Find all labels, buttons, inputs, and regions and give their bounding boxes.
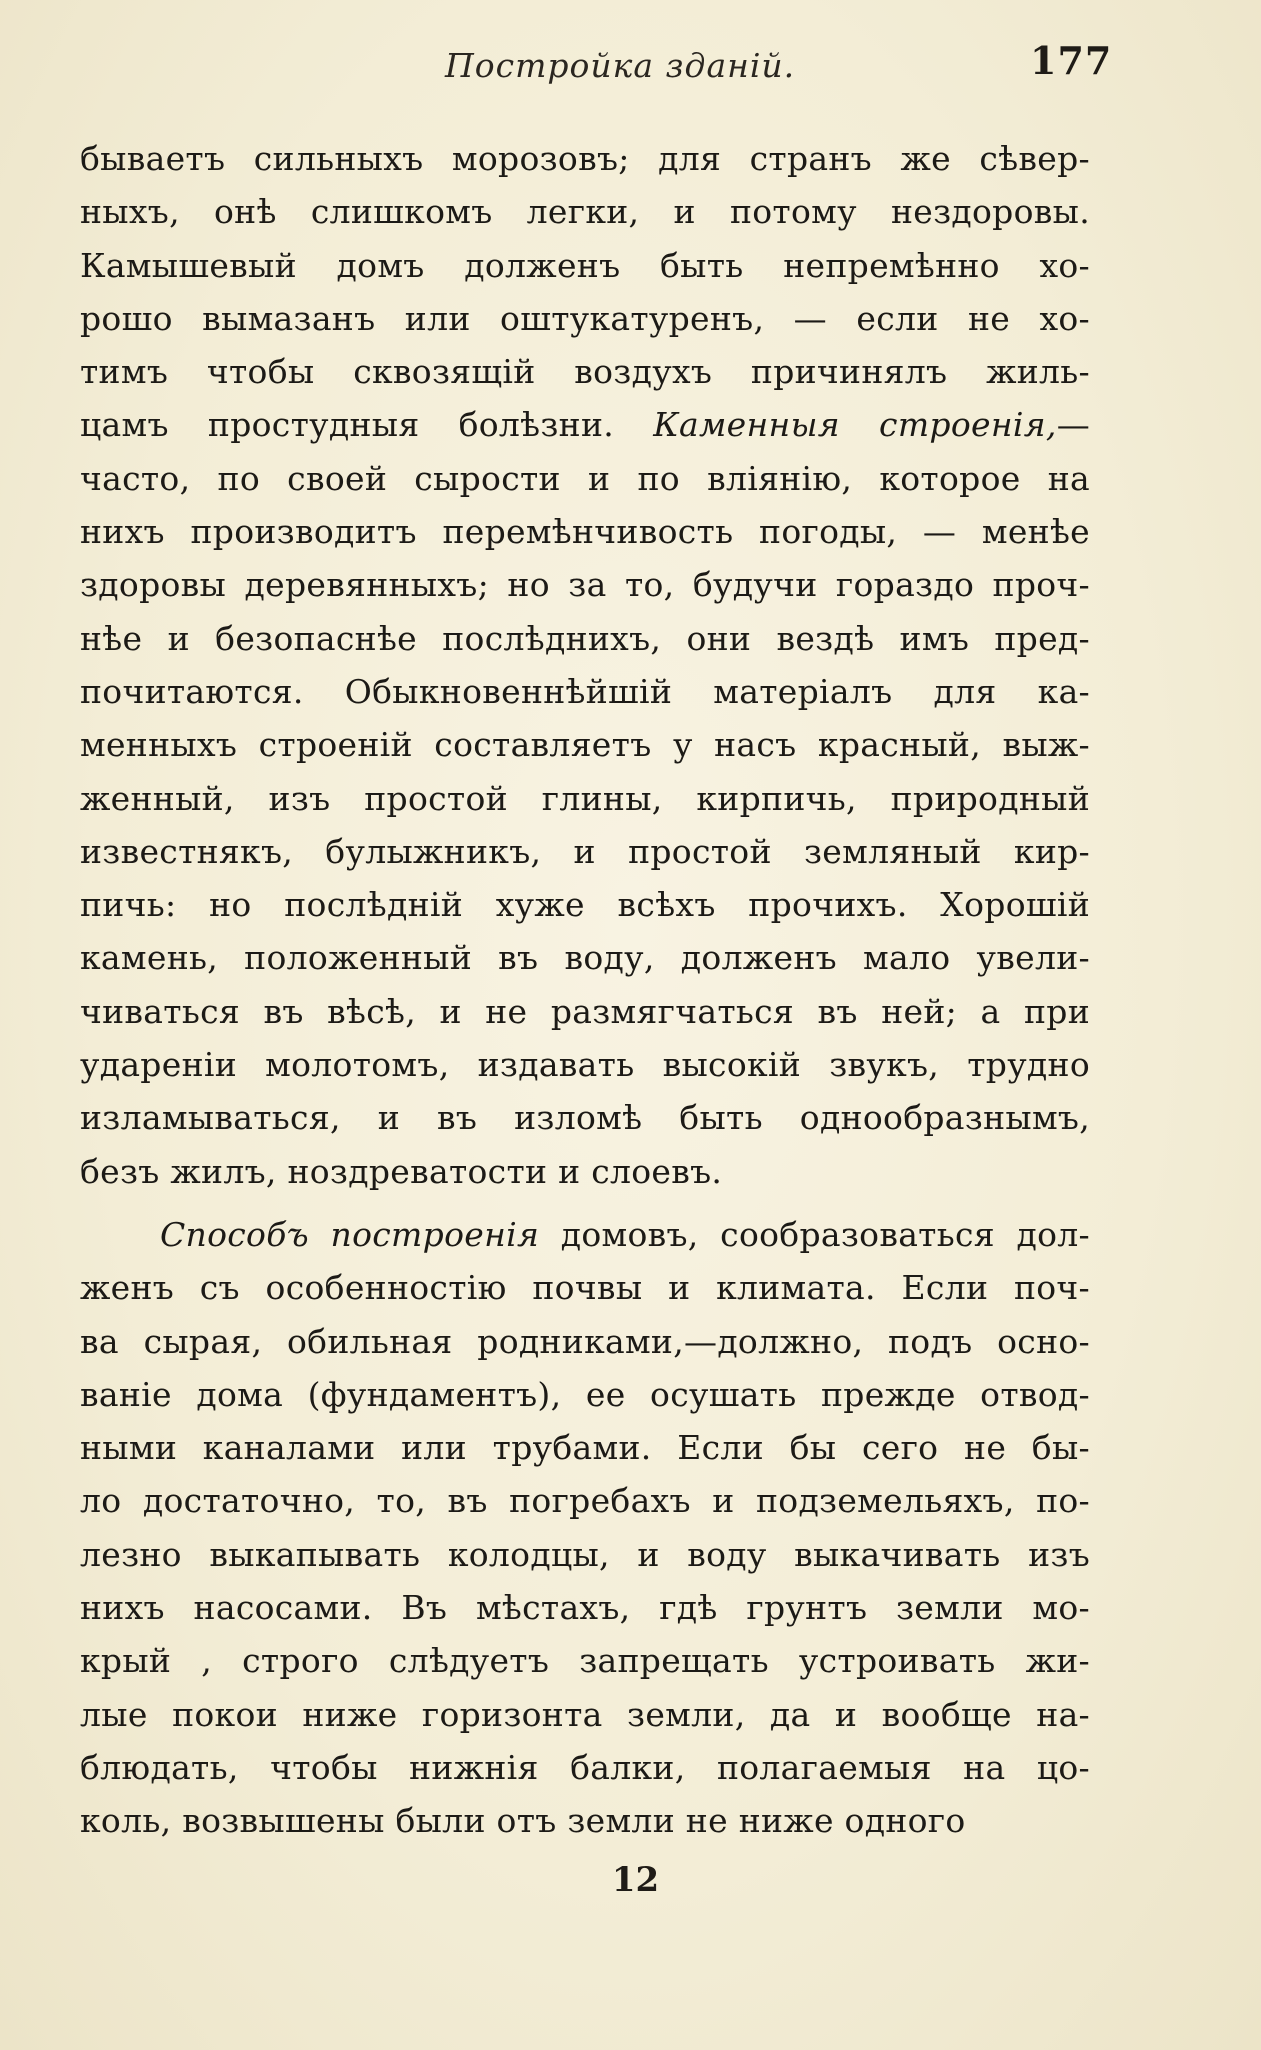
text-line [80,1634,1090,1687]
text-line [80,345,1090,398]
text-line [80,1741,1090,1794]
text-run: ло достаточно, то, въ погребахъ и подземельяхъ, по- [80,1481,1090,1521]
text-line [80,1091,1090,1144]
text-line [80,1528,1090,1581]
text-run: часто, по своей сырости и по вліянію, которое на [80,458,1090,498]
running-head [0,38,1261,98]
text-line [80,398,1090,451]
text-run: крый , строго слѣдуетъ запрещать устроивать жи- [80,1641,1090,1681]
text-line [80,772,1090,825]
text-run: лые покои ниже горизонта земли, да и вообще на- [80,1694,1090,1734]
text-line [80,1794,1090,1847]
text-run: пичь: но послѣдній хуже всѣхъ прочихъ. Хорошій [80,885,1090,925]
text-line [80,1474,1090,1527]
text-run: — [1056,405,1090,445]
text-run: ваніе дома (фундаментъ), ее осушать прежде отвод- [80,1374,1090,1414]
text-line [80,718,1090,771]
text-run: домовъ, сообразоваться дол- [539,1214,1090,1254]
text-run: цамъ простудныя болѣзни. [80,405,654,445]
paragraph [80,132,1090,1198]
text-line [80,878,1090,931]
text-line [80,558,1090,611]
text-line [80,1261,1090,1314]
printer-signature-mark: 12 [611,1860,660,1900]
text-run: бываетъ сильныхъ морозовъ; для странъ же сѣвер- [80,139,1090,178]
text-line [80,1581,1090,1634]
body-text [80,132,1090,1848]
text-line [80,1421,1090,1474]
text-line [80,1315,1090,1368]
text-line [80,1145,1090,1198]
text-run: здоровы деревянныхъ; но за то, будучи гораздо проч- [80,565,1090,605]
text-run: женъ съ особенностію почвы и климата. Если поч- [80,1268,1090,1308]
text-run: женный, изъ простой глины, кирпичь, природный [80,778,1090,818]
italic-term: Каменныя строенія, [653,405,1057,445]
text-run: удареніи молотомъ, издавать высокій звукъ, трудно [80,1045,1090,1085]
text-run: чиваться въ вѣсѣ, и не размягчаться въ ней; а при [80,991,1090,1031]
text-line [80,239,1090,292]
page-number: 177 [1030,38,1113,83]
text-run: известнякъ, булыжникъ, и простой земляный кир- [80,831,1090,871]
text-line [80,185,1090,238]
text-run: лезно выкапывать колодцы, и воду выкачивать изъ [80,1534,1090,1574]
text-run: камень, положенный въ воду, долженъ мало увели- [80,938,1090,978]
italic-term: Способъ построенія [160,1214,540,1254]
running-title: Постройка зданій. [445,46,796,85]
text-run: коль, возвышены были отъ земли не ниже одного [80,1801,966,1841]
text-line [80,505,1090,558]
text-line [80,825,1090,878]
text-line [80,1208,1090,1261]
paragraph [80,1208,1090,1848]
text-run: изламываться, и въ изломѣ быть однообразнымъ, [80,1098,1090,1138]
text-run: нихъ производитъ перемѣнчивость погоды, — менѣе [80,512,1090,552]
text-run: нѣе и безопаснѣе послѣднихъ, они вездѣ имъ пред- [80,618,1090,658]
text-line [80,452,1090,505]
text-line [80,665,1090,718]
text-run: ныхъ, онѣ слишкомъ легки, и потому нездоровы. [80,192,1090,232]
text-run: ными каналами или трубами. Если бы сего не бы- [80,1428,1090,1468]
text-run: почитаются. Обыкновеннѣйшій матеріалъ для ка- [80,671,1090,711]
text-line [80,132,1090,185]
text-line [80,985,1090,1038]
text-run: безъ жилъ, ноздреватости и слоевъ. [80,1151,723,1191]
text-run: рошо вымазанъ или оштукатуренъ, — если не хо- [80,298,1090,338]
text-run: нихъ насосами. Въ мѣстахъ, гдѣ грунтъ земли мо- [80,1588,1090,1628]
text-line [80,612,1090,665]
text-run: менныхъ строеній составляетъ у насъ красный, выж- [80,725,1090,765]
paragraph-gap [80,1198,1090,1208]
text-line [80,292,1090,345]
text-run: Камышевый домъ долженъ быть непремѣнно хо- [80,245,1090,285]
text-line [80,931,1090,984]
text-run: ва сырая, обильная родниками,—должно, подъ осно- [80,1321,1090,1361]
text-line [80,1368,1090,1421]
text-run: тимъ чтобы сквозящій воздухъ причинялъ жиль- [80,352,1090,392]
text-line [80,1688,1090,1741]
text-line [80,1038,1090,1091]
text-run: блюдать, чтобы нижнія балки, полагаемыя на цо- [80,1747,1090,1787]
